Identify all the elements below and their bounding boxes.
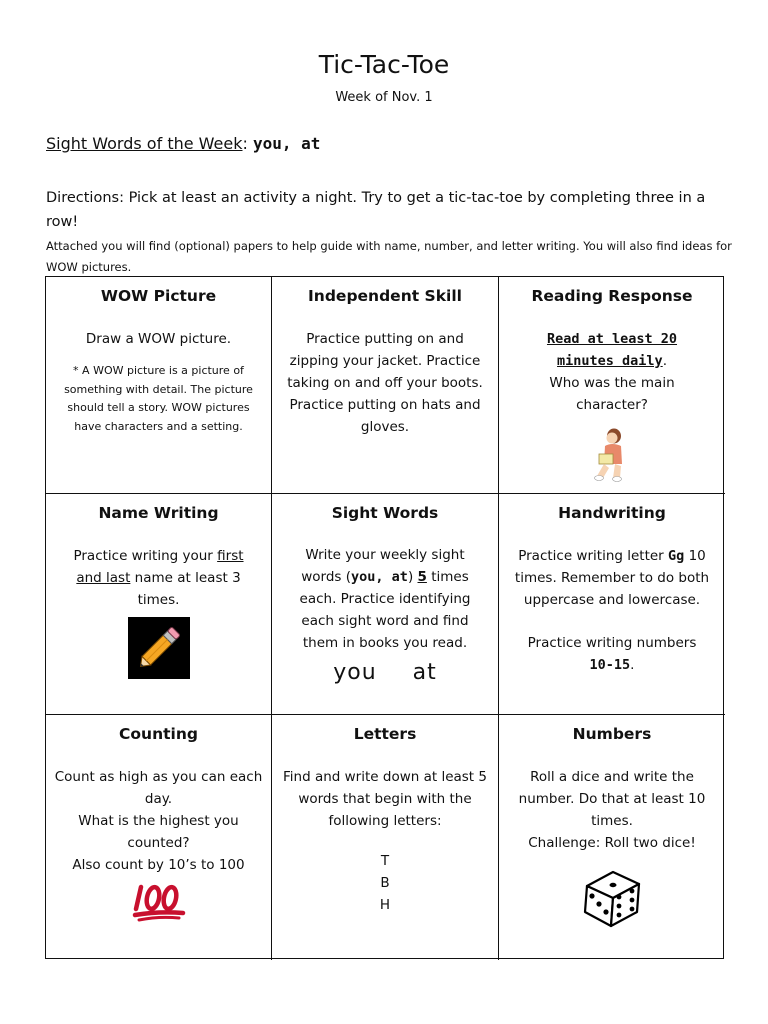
reading-question: Who was the main character?	[549, 375, 675, 413]
reading-child-icon	[593, 426, 631, 484]
numbers-text-1: Roll a dice and write the number. Do that at least 10 times.	[518, 769, 706, 829]
counting-text-2: What is the highest you counted?	[78, 813, 239, 851]
cell-text: Find and write down at least 5 words that begin with the following letters:	[283, 769, 487, 829]
hw-pre: Practice writing letter	[518, 548, 669, 564]
attached-note: Attached you will find (optional) papers to help guide with name, number, and letter writing. You will also find ideas for WOW pictures.	[46, 239, 732, 274]
cell-title: Name Writing	[98, 504, 219, 522]
directions	[46, 186, 726, 234]
big-word-you: you	[333, 660, 377, 685]
cell-title: Letters	[353, 725, 417, 743]
cell-title: WOW Picture	[100, 287, 217, 305]
cell-title: Handwriting	[558, 504, 666, 522]
letter-item: T	[380, 853, 390, 869]
cell-counting	[46, 715, 272, 960]
cell-letters	[272, 715, 499, 960]
wow-note: * A WOW picture is a picture of something with detail. The picture should tell a story. WOW pictures have characters and a setting.	[64, 364, 253, 433]
counting-text-3: Also count by 10’s to 100	[72, 857, 245, 873]
name-pre: Practice writing your	[73, 548, 218, 564]
tic-tac-toe-grid	[45, 276, 724, 959]
page-title: Tic-Tac-Toe	[318, 50, 450, 79]
dice-icon	[579, 864, 645, 930]
sight-words-label: Sight Words of the Week	[46, 134, 243, 153]
cell-text	[505, 545, 719, 611]
cell-name-writing	[46, 494, 272, 715]
hundred-points-icon	[131, 882, 187, 922]
sight-words-of-week	[46, 134, 320, 153]
sw-count: 5	[417, 569, 427, 585]
sw-words: you, at	[351, 569, 408, 585]
cell-title: Counting	[119, 725, 198, 743]
cell-text: Draw a WOW picture.	[85, 331, 232, 347]
cell-handwriting	[499, 494, 725, 715]
cell-wow-picture	[46, 277, 272, 494]
sight-words-separator: :	[242, 134, 253, 153]
big-word-at: at	[412, 660, 437, 685]
reading-requirement: Read at least 20 minutes daily	[546, 331, 678, 369]
pencil-icon	[128, 617, 190, 679]
name-underlined: first and last	[76, 548, 244, 586]
sw-mid: )	[407, 569, 418, 585]
letter-list	[278, 850, 492, 916]
sight-words-display	[278, 660, 492, 685]
letter-item: H	[379, 897, 391, 913]
cell-text	[505, 766, 719, 854]
sight-words-list: you, at	[252, 134, 321, 153]
directions-separator: :	[119, 190, 129, 206]
cell-title: Numbers	[572, 725, 652, 743]
cell-text	[505, 328, 719, 416]
cell-text	[52, 766, 265, 876]
sw-post: times each. Practice identifying each sight word and find them in books you read.	[299, 569, 471, 651]
numbers-text-2: Challenge: Roll two dice!	[528, 835, 696, 851]
hw-post: 10 times. Remember to do both uppercase and lowercase.	[514, 548, 710, 608]
cell-text	[52, 545, 265, 611]
hw-numbers-pre: Practice writing numbers	[527, 635, 697, 651]
cell-title: Reading Response	[531, 287, 693, 305]
directions-label: Directions	[46, 190, 120, 206]
hw-numbers: 10-15	[589, 657, 631, 673]
hw-letter: Gg	[668, 548, 685, 564]
cell-reading-response	[499, 277, 725, 494]
cell-sight-words	[272, 494, 499, 715]
cell-title: Independent Skill	[308, 287, 462, 305]
counting-text-1: Count as high as you can each day.	[54, 769, 263, 807]
cell-numbers	[499, 715, 725, 960]
sw-pre: Write your weekly sight words (	[301, 547, 465, 585]
letter-item: B	[380, 875, 390, 891]
reading-period: .	[662, 353, 667, 369]
numbers-practice	[505, 632, 719, 676]
cell-independent-skill	[272, 277, 499, 494]
hw-numbers-post: .	[630, 657, 635, 673]
cell-title: Sight Words	[331, 504, 439, 522]
cell-text: Practice putting on and zipping your jacket. Practice taking on and off your boots. Practice putting on hats and gloves.	[287, 331, 483, 435]
directions-text: Pick at least an activity a night. Try to get a tic-tac-toe by completing three in a row!	[46, 190, 706, 230]
cell-text	[278, 544, 492, 654]
page-subtitle: Week of Nov. 1	[335, 90, 433, 105]
name-post: name at least 3 times.	[130, 570, 241, 608]
